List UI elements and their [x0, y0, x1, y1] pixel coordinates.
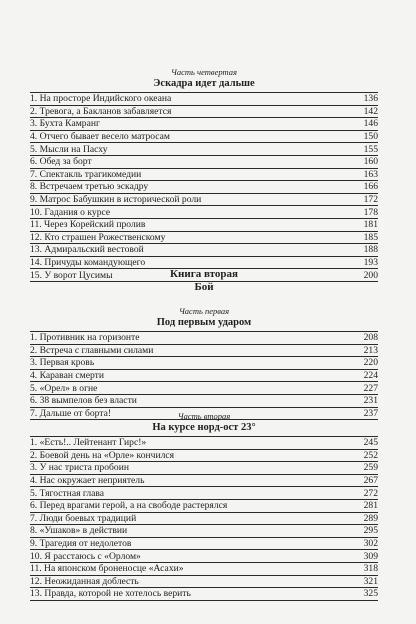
- toc-entry-title: 5. Тягостная глава: [30, 487, 105, 499]
- toc-page-number: 160: [363, 156, 378, 168]
- toc-page-number: 325: [363, 588, 378, 600]
- part-title: На курсе норд-ост 23°: [152, 422, 256, 433]
- toc-entry-title: 4. Нас окружает неприятель: [30, 474, 145, 486]
- toc-page-number: 181: [363, 219, 378, 231]
- toc-entry-title: 2. Тревога, а Бакланов забавляется: [30, 105, 172, 117]
- toc-page-number: 150: [363, 130, 378, 142]
- toc-page-number: 172: [363, 193, 378, 205]
- toc-page-number: 193: [363, 256, 378, 268]
- toc-row: [30, 437, 378, 450]
- toc-entry-title: 14. Причуды командующего: [30, 256, 146, 268]
- toc-row: [30, 345, 378, 358]
- toc-page-number: 295: [363, 525, 378, 537]
- toc-row: [30, 462, 378, 475]
- book-label: Книга вторая: [170, 268, 238, 280]
- toc-row: [30, 395, 378, 408]
- toc-page-number: 136: [363, 93, 378, 105]
- toc-page-number: 227: [363, 382, 378, 394]
- toc-page-number: 259: [363, 462, 378, 474]
- toc-row: [30, 194, 378, 207]
- toc-entry-title: 10. Гадания о курсе: [30, 206, 111, 218]
- toc-row: [30, 538, 378, 551]
- toc-row: [30, 450, 378, 463]
- toc-page-number: 178: [363, 206, 378, 218]
- book-header: [30, 268, 378, 294]
- toc-page-number: 185: [363, 231, 378, 243]
- toc-entry-title: 6. Перед врагами герой, а на свободе растерялся: [30, 500, 228, 512]
- toc-row: [30, 244, 378, 257]
- toc-page-number: 252: [363, 449, 378, 461]
- toc-row: [30, 181, 378, 194]
- toc-page-number: 188: [363, 244, 378, 256]
- toc-page-number: 237: [363, 407, 378, 419]
- part-title: Под первым ударом: [156, 317, 252, 328]
- toc-page-number: 309: [363, 550, 378, 562]
- toc-entry-title: 6. Обед за борт: [30, 156, 92, 168]
- toc-page-number: 224: [363, 369, 378, 381]
- toc-page-number: 281: [363, 500, 378, 512]
- toc-entry-title: 7. Спектакль трагикомедии: [30, 168, 142, 180]
- toc-entry-title: 12. Неожиданная доблесть: [30, 575, 139, 587]
- toc-entry-title: 10. Я расстаюсь с «Орлом»: [30, 550, 141, 562]
- toc-row: [30, 106, 378, 119]
- toc-page-number: 200: [363, 269, 378, 281]
- toc-page-number: 220: [363, 357, 378, 369]
- toc-entry-title: 2. Встреча с главными силами: [30, 344, 154, 356]
- toc-row: [30, 370, 378, 383]
- toc-entry-title: 13. Правда, которой не хотелось верить: [30, 588, 191, 600]
- toc-entry-title: 11. На японском броненосце «Асахи»: [30, 563, 184, 575]
- toc-list: [30, 92, 378, 282]
- toc-entry-title: 11. Через Корейский пролив: [30, 219, 146, 231]
- toc-row: [30, 232, 378, 245]
- toc-page-number: 267: [363, 474, 378, 486]
- toc-entry-title: 7. Дальше от борта!: [30, 407, 112, 419]
- toc-entry-title: 6. 38 вымпелов без власти: [30, 395, 137, 407]
- toc-page-number: 155: [363, 143, 378, 155]
- toc-page-number: 213: [363, 344, 378, 356]
- toc-page-number: 321: [363, 575, 378, 587]
- toc-row: [30, 143, 378, 156]
- toc-list: [30, 331, 378, 420]
- toc-entry-title: 4. Караван смерти: [30, 369, 104, 381]
- toc-page-number: 166: [363, 181, 378, 193]
- toc-page-number: 142: [363, 105, 378, 117]
- toc-row: [30, 219, 378, 232]
- toc-page-number: 245: [363, 437, 378, 449]
- toc-page-number: 272: [363, 487, 378, 499]
- toc-entry-title: 3. Первая кровь: [30, 357, 95, 369]
- toc-row: [30, 588, 378, 601]
- section-part4: [30, 66, 378, 282]
- toc-page-number: 289: [363, 512, 378, 524]
- toc-entry-title: 1. Противник на горизонте: [30, 332, 140, 344]
- toc-row: [30, 332, 378, 345]
- toc-entry-title: 8. «Ушаков» в действии: [30, 525, 128, 537]
- toc-row: [30, 500, 378, 513]
- toc-row: [30, 382, 378, 395]
- toc-row: [30, 550, 378, 563]
- toc-row: [30, 563, 378, 576]
- toc-row: [30, 169, 378, 182]
- toc-entry-title: 15. У ворот Цусимы: [30, 269, 113, 281]
- toc-row: [30, 525, 378, 538]
- toc-row: [30, 118, 378, 131]
- toc-row: [30, 576, 378, 589]
- toc-row: [30, 487, 378, 500]
- section-part2: [30, 407, 378, 601]
- part-title: Эскадра идет дальше: [153, 78, 255, 89]
- toc-entry-title: 5. «Орел» в огне: [30, 382, 98, 394]
- toc-row: [30, 156, 378, 169]
- toc-entry-title: 2. Боевой день на «Орле» кончился: [30, 449, 175, 461]
- toc-row: [30, 475, 378, 488]
- section-part1: [30, 305, 378, 420]
- toc-row: [30, 206, 378, 219]
- toc-entry-title: 5. Мысли на Пасху: [30, 143, 108, 155]
- toc-row: [30, 93, 378, 106]
- toc-page-number: 146: [363, 118, 378, 130]
- toc-entry-title: 3. У нас триста пробоин: [30, 462, 129, 474]
- part-label: Часть первая: [178, 306, 230, 316]
- toc-row: [30, 131, 378, 144]
- toc-entry-title: 13. Адмиральский вестовой: [30, 244, 144, 256]
- toc-list: [30, 436, 378, 601]
- toc-entry-title: 9. Матрос Бабушкин в исторической роли: [30, 193, 202, 205]
- toc-entry-title: 9. Трагедия от недолетов: [30, 537, 132, 549]
- toc-page-number: 318: [363, 563, 378, 575]
- toc-row: [30, 513, 378, 526]
- toc-page-number: 208: [363, 332, 378, 344]
- toc-page-number: 231: [363, 395, 378, 407]
- part-label: Часть вторая: [177, 411, 231, 421]
- toc-entry-title: 3. Бухта Камранг: [30, 118, 100, 130]
- toc-entry-title: 7. Люди боевых традиций: [30, 512, 137, 524]
- toc-entry-title: 4. Отчего бывает весело матросам: [30, 130, 170, 142]
- toc-entry-title: 1. «Есть!.. Лейтенант Гирс!»: [30, 437, 147, 449]
- part-label: Часть четвертая: [171, 67, 237, 77]
- toc-page-number: 302: [363, 537, 378, 549]
- toc-row: [30, 357, 378, 370]
- toc-entry-title: 8. Встречаем третью эскадру: [30, 181, 149, 193]
- toc-entry-title: 1. На просторе Индийского океана: [30, 93, 172, 105]
- book-title: Бой: [194, 281, 214, 293]
- toc-entry-title: 12. Кто страшен Рожественскому: [30, 231, 166, 243]
- toc-page-number: 163: [363, 168, 378, 180]
